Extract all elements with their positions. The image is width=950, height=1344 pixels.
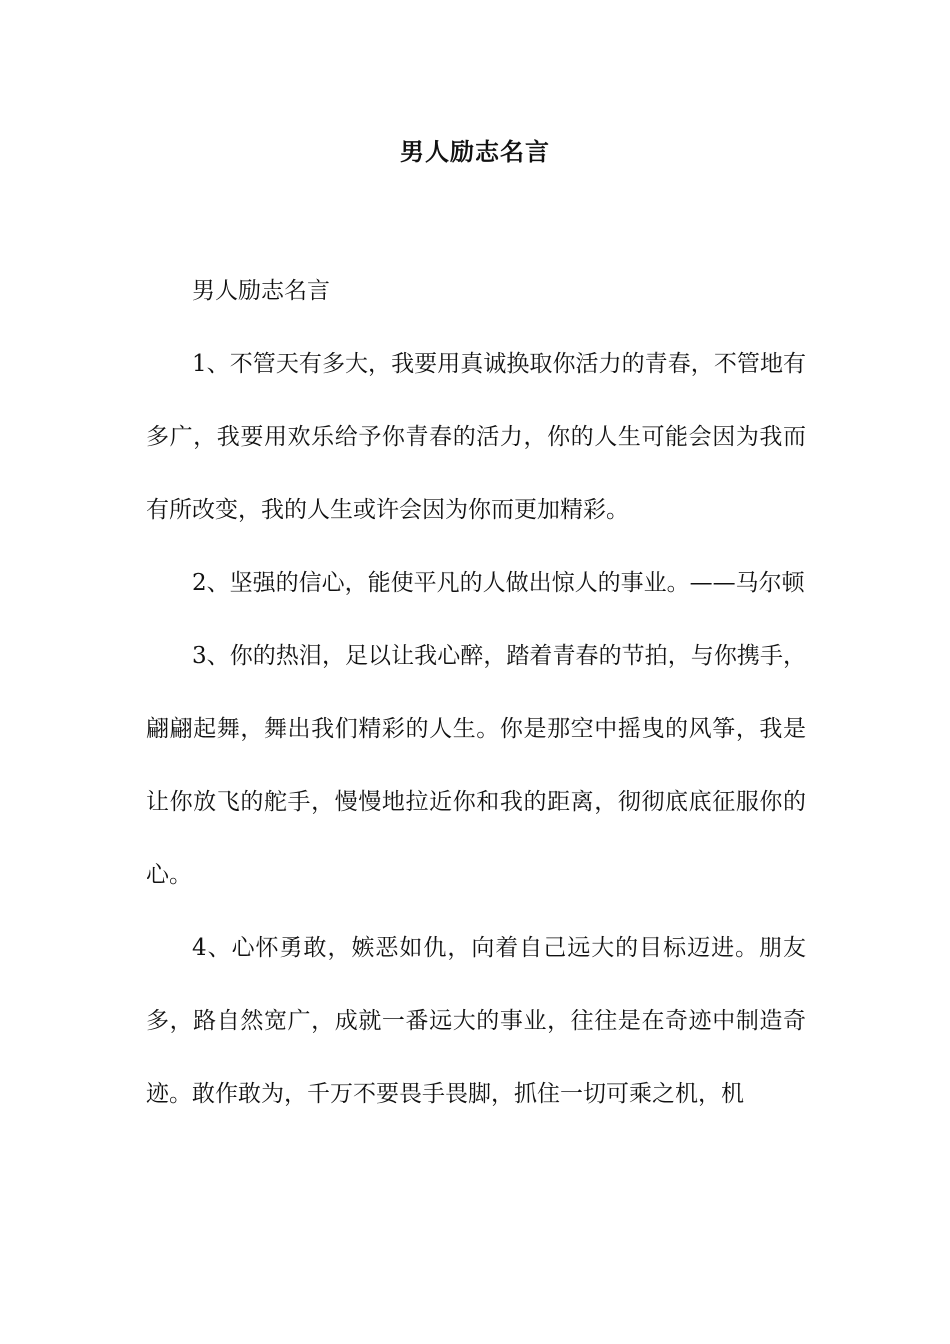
paragraph-heading: 男人励志名言	[192, 278, 330, 304]
paragraph-quote-2: 2、坚强的信心，能使平凡的人做出惊人的事业。——马尔顿	[192, 570, 805, 596]
paragraph-quote-4: 4、心怀勇敢，嫉恶如仇，向着自己远大的目标迈进。朋友多，路自然宽广，成就一番远大的事业，往往是在奇迹中制造奇迹。敢作敢为，千万不要畏手畏脚，抓住一切可乘之机，机	[146, 935, 806, 1107]
paragraph-quote-1: 1、不管天有多大，我要用真诚换取你活力的青春，不管地有多广，我要用欢乐给予你青春的活力，你的人生可能会因为我而有所改变，我的人生或许会因为你而更加精彩。	[146, 351, 806, 523]
document-body	[146, 255, 806, 1131]
document-title: 男人励志名言	[400, 137, 550, 166]
paragraph-quote-3: 3、你的热泪，足以让我心醉，踏着青春的节拍，与你携手，翩翩起舞，舞出我们精彩的人生。你是那空中摇曳的风筝，我是让你放飞的舵手，慢慢地拉近你和我的距离，彻彻底底征服你的心。	[146, 643, 806, 888]
